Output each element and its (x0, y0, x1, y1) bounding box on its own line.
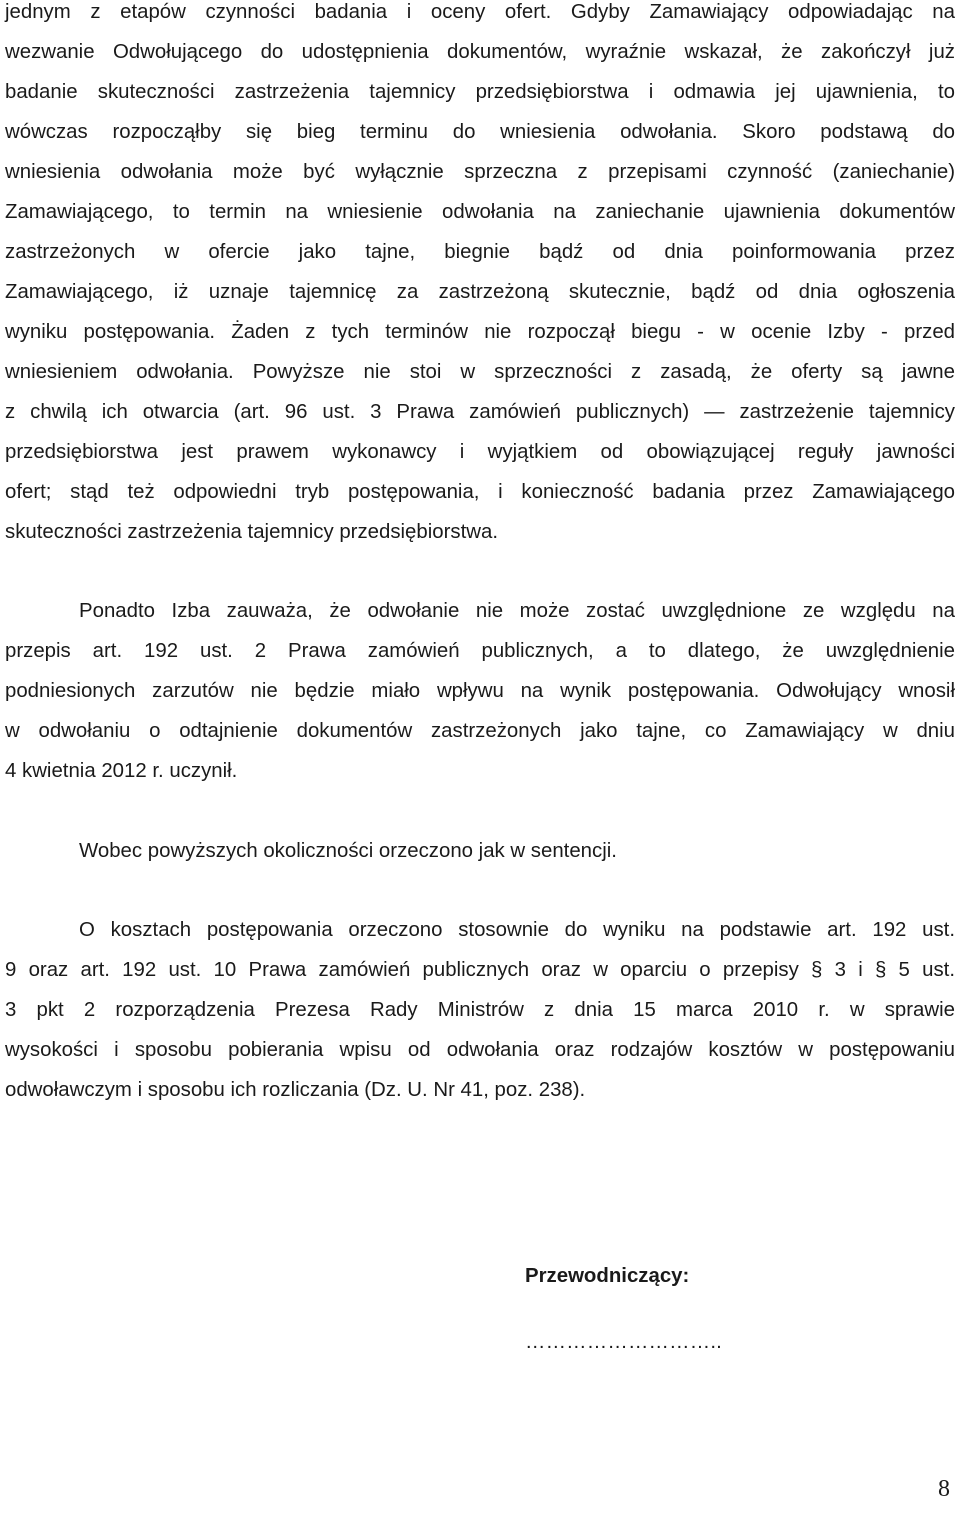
paragraph-4-line: 3 pkt 2 rozporządzenia Prezesa Rady Ministrów z dnia 15 marca 2010 r. w sprawie (5, 999, 955, 1021)
paragraph-4-line: odwoławczym i sposobu ich rozliczania (Dz. U. Nr 41, poz. 238). (5, 1079, 586, 1101)
paragraph-1-line: ofert; stąd też odpowiedni tryb postępowania, i konieczność badania przez Zamawiającego (5, 481, 955, 503)
signature-title: Przewodniczący: (525, 1265, 690, 1287)
paragraph-2-line: w odwołaniu o odtajnienie dokumentów zastrzeżonych jako tajne, co Zamawiający w dniu (5, 720, 955, 742)
paragraph-1-line: jednym z etapów czynności badania i oceny ofert. Gdyby Zamawiający odpowiadając na (5, 1, 955, 23)
paragraph-1-line: wniesieniem odwołania. Powyższe nie stoi w sprzeczności z zasadą, że oferty są jawne (5, 361, 955, 383)
paragraph-2-line: podniesionych zarzutów nie będzie miało wpływu na wynik postępowania. Odwołujący wnosił (5, 680, 955, 702)
paragraph-1-line: wezwanie Odwołującego do udostępnienia dokumentów, wyraźnie wskazał, że zakończył już (5, 41, 955, 63)
paragraph-4-line: 9 oraz art. 192 ust. 10 Prawa zamówień publicznych oraz w oparciu o przepisy § 3 i § 5 ust. (5, 959, 955, 981)
paragraph-1-line: Zamawiającego, iż uznaje tajemnicę za zastrzeżoną skutecznie, bądź od dnia ogłoszenia (5, 281, 955, 303)
paragraph-3-line: Wobec powyższych okoliczności orzeczono jak w sentencji. (79, 840, 617, 862)
page-number: 8 (938, 1476, 950, 1502)
paragraph-2-line: 4 kwietnia 2012 r. uczynił. (5, 760, 238, 782)
paragraph-1-line: przedsiębiorstwa jest prawem wykonawcy i wyjątkiem od obowiązującej reguły jawności (5, 441, 955, 463)
paragraph-2-line: przepis art. 192 ust. 2 Prawa zamówień publicznych, a to dlatego, że uwzględnienie (5, 640, 955, 662)
paragraph-4-line: O kosztach postępowania orzeczono stosownie do wyniku na podstawie art. 192 ust. (79, 919, 955, 941)
paragraph-1-line: zastrzeżonych w ofercie jako tajne, biegnie bądź od dnia poinformowania przez (5, 241, 955, 263)
paragraph-1-line: wyniku postępowania. Żaden z tych terminów nie rozpoczął biegu - w ocenie Izby - przed (5, 321, 955, 343)
paragraph-1-line: z chwilą ich otwarcia (art. 96 ust. 3 Prawa zamówień publicznych) ― zastrzeżenie tajemnicy (5, 401, 955, 423)
paragraph-4-line: wysokości i sposobu pobierania wpisu od odwołania oraz rodzajów kosztów w postępowaniu (5, 1039, 955, 1061)
paragraph-1-line: wówczas rozpocząłby się bieg terminu do wniesienia odwołania. Skoro podstawą do (5, 121, 955, 143)
paragraph-1-line: wniesienia odwołania może być wyłącznie sprzeczna z przepisami czynność (zaniechanie) (5, 161, 955, 183)
paragraph-1-line: badanie skuteczności zastrzeżenia tajemnicy przedsiębiorstwa i odmawia jej ujawnienia, to (5, 81, 955, 103)
signature-line: ……………………….. (525, 1331, 723, 1353)
paragraph-1-line: skuteczności zastrzeżenia tajemnicy przedsiębiorstwa. (5, 521, 498, 543)
paragraph-1-line: Zamawiającego, to termin na wniesienie odwołania na zaniechanie ujawnienia dokumentów (5, 201, 955, 223)
paragraph-2-line: Ponadto Izba zauważa, że odwołanie nie może zostać uwzględnione ze względu na (79, 600, 955, 622)
